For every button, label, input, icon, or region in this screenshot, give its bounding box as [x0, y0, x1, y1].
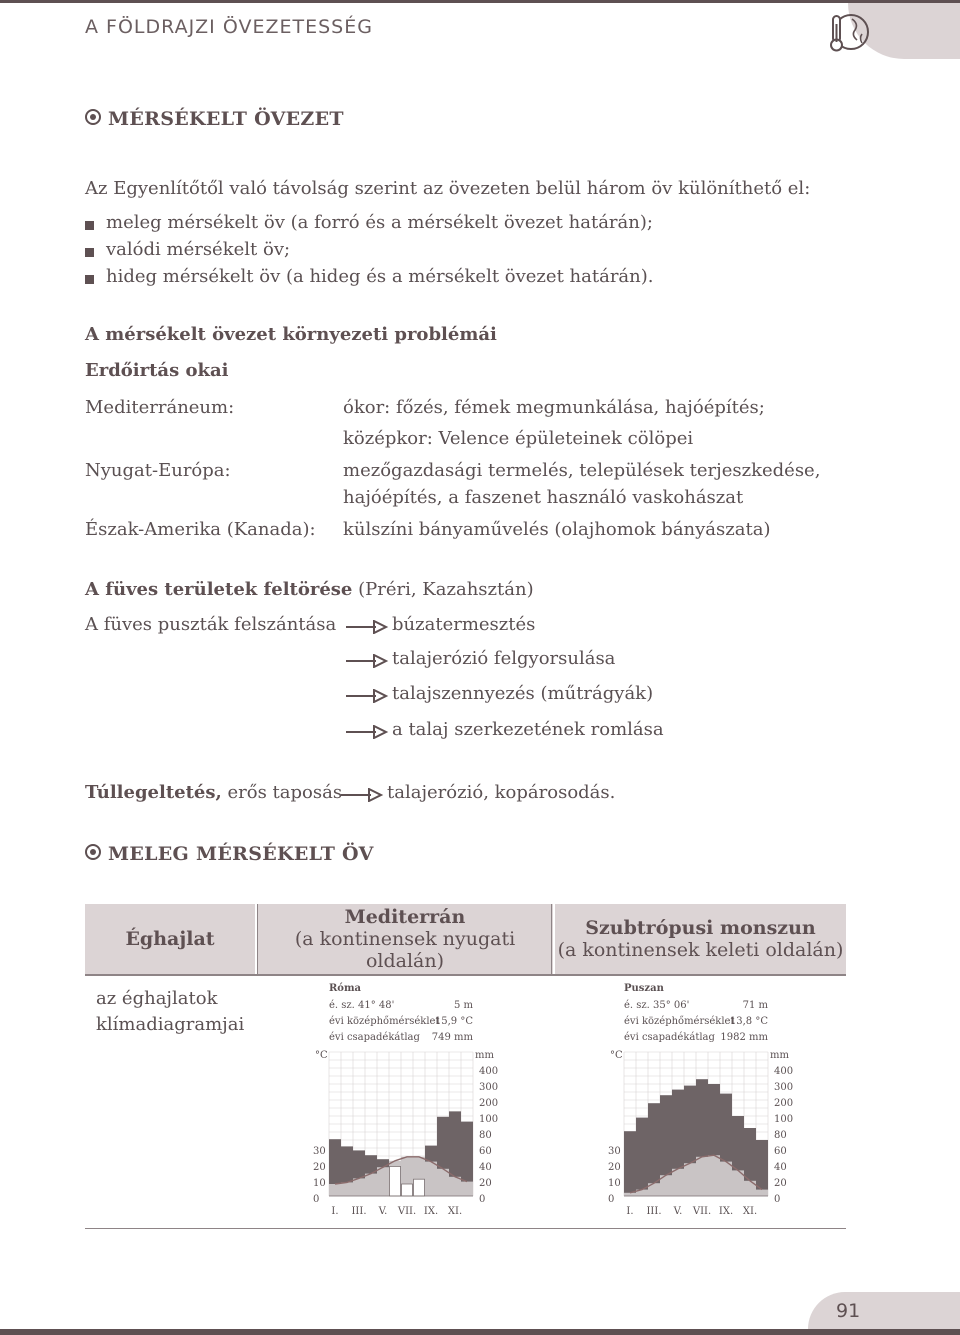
temperature-area: [672, 1169, 684, 1196]
precip-bar: [636, 1118, 648, 1196]
arrow-right-icon: [346, 725, 390, 739]
precip-bar: [390, 1166, 401, 1196]
station-info-value: 13,8 °C: [729, 1016, 768, 1027]
square-bullet-icon: [85, 248, 94, 257]
list-item: valódi mérsékelt öv;: [106, 239, 291, 260]
precip-bar: [624, 1131, 636, 1196]
table-bottom-rule: [85, 1228, 846, 1229]
plowing-effect: a talaj szerkezetének romlása: [392, 719, 664, 740]
table-column-line: [551, 904, 552, 976]
region-cause: mezőgazdasági termelés, települések terjeszkedése,: [343, 460, 821, 481]
grassland-heading: A füves területek feltörése (Préri, Kazahsztán): [85, 579, 534, 600]
temperature-area: [437, 1169, 449, 1196]
overgrazing-effect: talajerózió, kopárosodás.: [387, 782, 616, 803]
section-title-temperate: MÉRSÉKELT ÖVEZET: [85, 108, 344, 130]
month-tick-label: VII.: [397, 1206, 417, 1217]
region-label: Észak-Amerika (Kanada):: [85, 519, 316, 540]
precip-tick-label: 80: [774, 1130, 787, 1141]
temperature-area: [377, 1167, 389, 1196]
precip-tick-label: 400: [479, 1066, 499, 1077]
precip-bar: [756, 1140, 768, 1196]
precip-tick-label: 40: [479, 1162, 492, 1173]
station-info-label: é. sz. 41° 48': [329, 1000, 395, 1011]
square-bullet-icon: [85, 275, 94, 284]
temp-tick-label: 10: [608, 1178, 621, 1189]
intro-text: Az Egyenlítőtől való távolság szerint az övezeten belül három öv különíthető el:: [85, 178, 811, 199]
precip-tick-label: 20: [479, 1178, 492, 1189]
square-bullet-icon: [85, 221, 94, 230]
station-info-label: évi csapadékátlag: [624, 1032, 715, 1043]
temperature-area: [624, 1193, 636, 1196]
temperature-area: [425, 1162, 437, 1196]
target-bullet-icon: [85, 844, 101, 860]
region-label: Nyugat-Európa:: [85, 460, 231, 481]
month-tick-label: VII.: [692, 1206, 712, 1217]
footer-bar: [0, 1329, 960, 1335]
precip-tick-label: 20: [774, 1178, 787, 1189]
precip-tick-label: 400: [774, 1066, 794, 1077]
month-tick-label: I.: [331, 1206, 339, 1217]
temp-tick-label: 10: [313, 1178, 326, 1189]
month-tick-label: V.: [378, 1206, 388, 1217]
page-number: 91: [836, 1300, 861, 1322]
region-cause: ókor: főzés, fémek megmunkálása, hajóépítés;: [343, 397, 765, 418]
temperature-area: [365, 1174, 377, 1196]
climate-thermometer-icon: [824, 10, 872, 54]
month-tick-label: V.: [673, 1206, 683, 1217]
table-header-monsoon: Szubtrópusi monszun (a kontinensek keleti oldalán): [554, 904, 846, 974]
temp-tick-label: 20: [608, 1162, 621, 1173]
temp-tick-label: 20: [313, 1162, 326, 1173]
table-header-climate: Éghajlat: [85, 904, 256, 974]
overgrazing-cause: Túllegeltetés, erős taposás: [85, 782, 343, 803]
climate-diagram-svg: [307, 980, 507, 1220]
precip-tick-label: 60: [774, 1146, 787, 1157]
month-tick-label: IX.: [423, 1206, 439, 1217]
temp-unit-label: °C: [610, 1050, 623, 1061]
station-info-label: évi csapadékátlag: [329, 1032, 420, 1043]
station-info-value: 15,9 °C: [434, 1016, 473, 1027]
temp-tick-label: 30: [608, 1146, 621, 1157]
arrow-right-icon: [341, 788, 385, 802]
temperature-area: [341, 1182, 353, 1196]
precip-tick-label: 80: [479, 1130, 492, 1141]
precip-unit-label: mm: [475, 1050, 494, 1061]
climate-diagram-svg: [602, 980, 802, 1220]
temperature-area: [353, 1178, 365, 1196]
temperature-area: [756, 1190, 768, 1196]
precip-tick-label: 300: [774, 1082, 794, 1093]
month-tick-label: III.: [646, 1206, 662, 1217]
arrow-right-icon: [346, 620, 390, 634]
precip-tick-label: 100: [479, 1114, 499, 1125]
precip-bar: [414, 1179, 425, 1196]
precip-tick-label: 100: [774, 1114, 794, 1125]
region-cause: középkor: Velence épületeinek cölöpei: [343, 428, 694, 449]
temperature-area: [461, 1182, 473, 1196]
plowing-effect: talajszennyezés (műtrágyák): [392, 683, 654, 704]
station-name: Puszan: [624, 983, 664, 994]
station-info-label: é. sz. 35° 06': [624, 1000, 690, 1011]
precip-bar: [648, 1103, 660, 1196]
region-cause: hajóépítés, a faszenet használó vaskohászat: [343, 487, 744, 508]
temperature-area: [329, 1184, 341, 1196]
precip-tick-label: 40: [774, 1162, 787, 1173]
station-info-value: 749 mm: [431, 1032, 473, 1043]
station-info-label: évi középhőmérséklet: [329, 1016, 440, 1027]
problems-heading: A mérsékelt övezet környezeti problémái: [85, 324, 497, 345]
temperature-area: [684, 1163, 696, 1196]
table-row-label: az éghajlatok klímadiagramjai: [96, 988, 245, 1035]
temp-tick-label: 30: [313, 1146, 326, 1157]
month-tick-label: XI.: [742, 1206, 758, 1217]
page-tab: [808, 1292, 960, 1329]
station-info-value: 1982 mm: [720, 1032, 768, 1043]
plowing-effect: búzatermesztés: [392, 614, 536, 635]
precip-tick-label: 200: [774, 1098, 794, 1109]
target-bullet-icon: [85, 109, 101, 125]
precip-unit-label: mm: [770, 1050, 789, 1061]
region-cause: külszíni bányaművelés (olajhomok bányászata): [343, 519, 771, 540]
region-label: Mediterráneum:: [85, 397, 235, 418]
temperature-area: [720, 1162, 732, 1196]
climate-diagram-roma: [307, 980, 507, 1220]
temp-tick-label: 0: [313, 1194, 320, 1205]
section-title-warm-temperate: MELEG MÉRSÉKELT ÖV: [85, 843, 374, 865]
table-divider: [85, 974, 846, 976]
temp-tick-label: 0: [608, 1194, 615, 1205]
climate-diagram-puszan: [602, 980, 802, 1220]
precip-tick-label: 0: [479, 1194, 486, 1205]
month-tick-label: IX.: [718, 1206, 734, 1217]
top-rule: [0, 0, 960, 3]
precip-tick-label: 200: [479, 1098, 499, 1109]
precip-tick-label: 60: [479, 1146, 492, 1157]
list-item: hideg mérsékelt öv (a hideg és a mérsékelt övezet határán).: [106, 266, 654, 287]
list-item: meleg mérsékelt öv (a forró és a mérsékelt övezet határán);: [106, 212, 653, 233]
station-info-value: 71 m: [742, 1000, 768, 1011]
chapter-title: A FÖLDRAJZI ÖVEZETESSÉG: [85, 16, 373, 38]
temperature-area: [708, 1155, 720, 1196]
station-name: Róma: [329, 983, 362, 994]
deforestation-heading: Erdőirtás okai: [85, 360, 229, 381]
month-tick-label: I.: [626, 1206, 634, 1217]
temp-unit-label: °C: [315, 1050, 328, 1061]
arrow-right-icon: [346, 654, 390, 668]
station-info-value: 5 m: [453, 1000, 473, 1011]
temperature-area: [696, 1157, 708, 1196]
arrow-right-icon: [346, 689, 390, 703]
precip-tick-label: 0: [774, 1194, 781, 1205]
temperature-area: [449, 1177, 461, 1196]
precip-tick-label: 300: [479, 1082, 499, 1093]
table-header-mediterranean: Mediterrán (a kontinensek nyugati oldalán): [256, 904, 554, 974]
plowing-cause: A füves puszták felszántása: [85, 614, 337, 635]
climate-table: [85, 904, 846, 974]
table-column-line: [257, 904, 258, 976]
precip-bar: [402, 1184, 413, 1196]
plowing-effect: talajerózió felgyorsulása: [392, 648, 616, 669]
station-info-label: évi középhőmérséklet: [624, 1016, 735, 1027]
month-tick-label: III.: [351, 1206, 367, 1217]
month-tick-label: XI.: [447, 1206, 463, 1217]
